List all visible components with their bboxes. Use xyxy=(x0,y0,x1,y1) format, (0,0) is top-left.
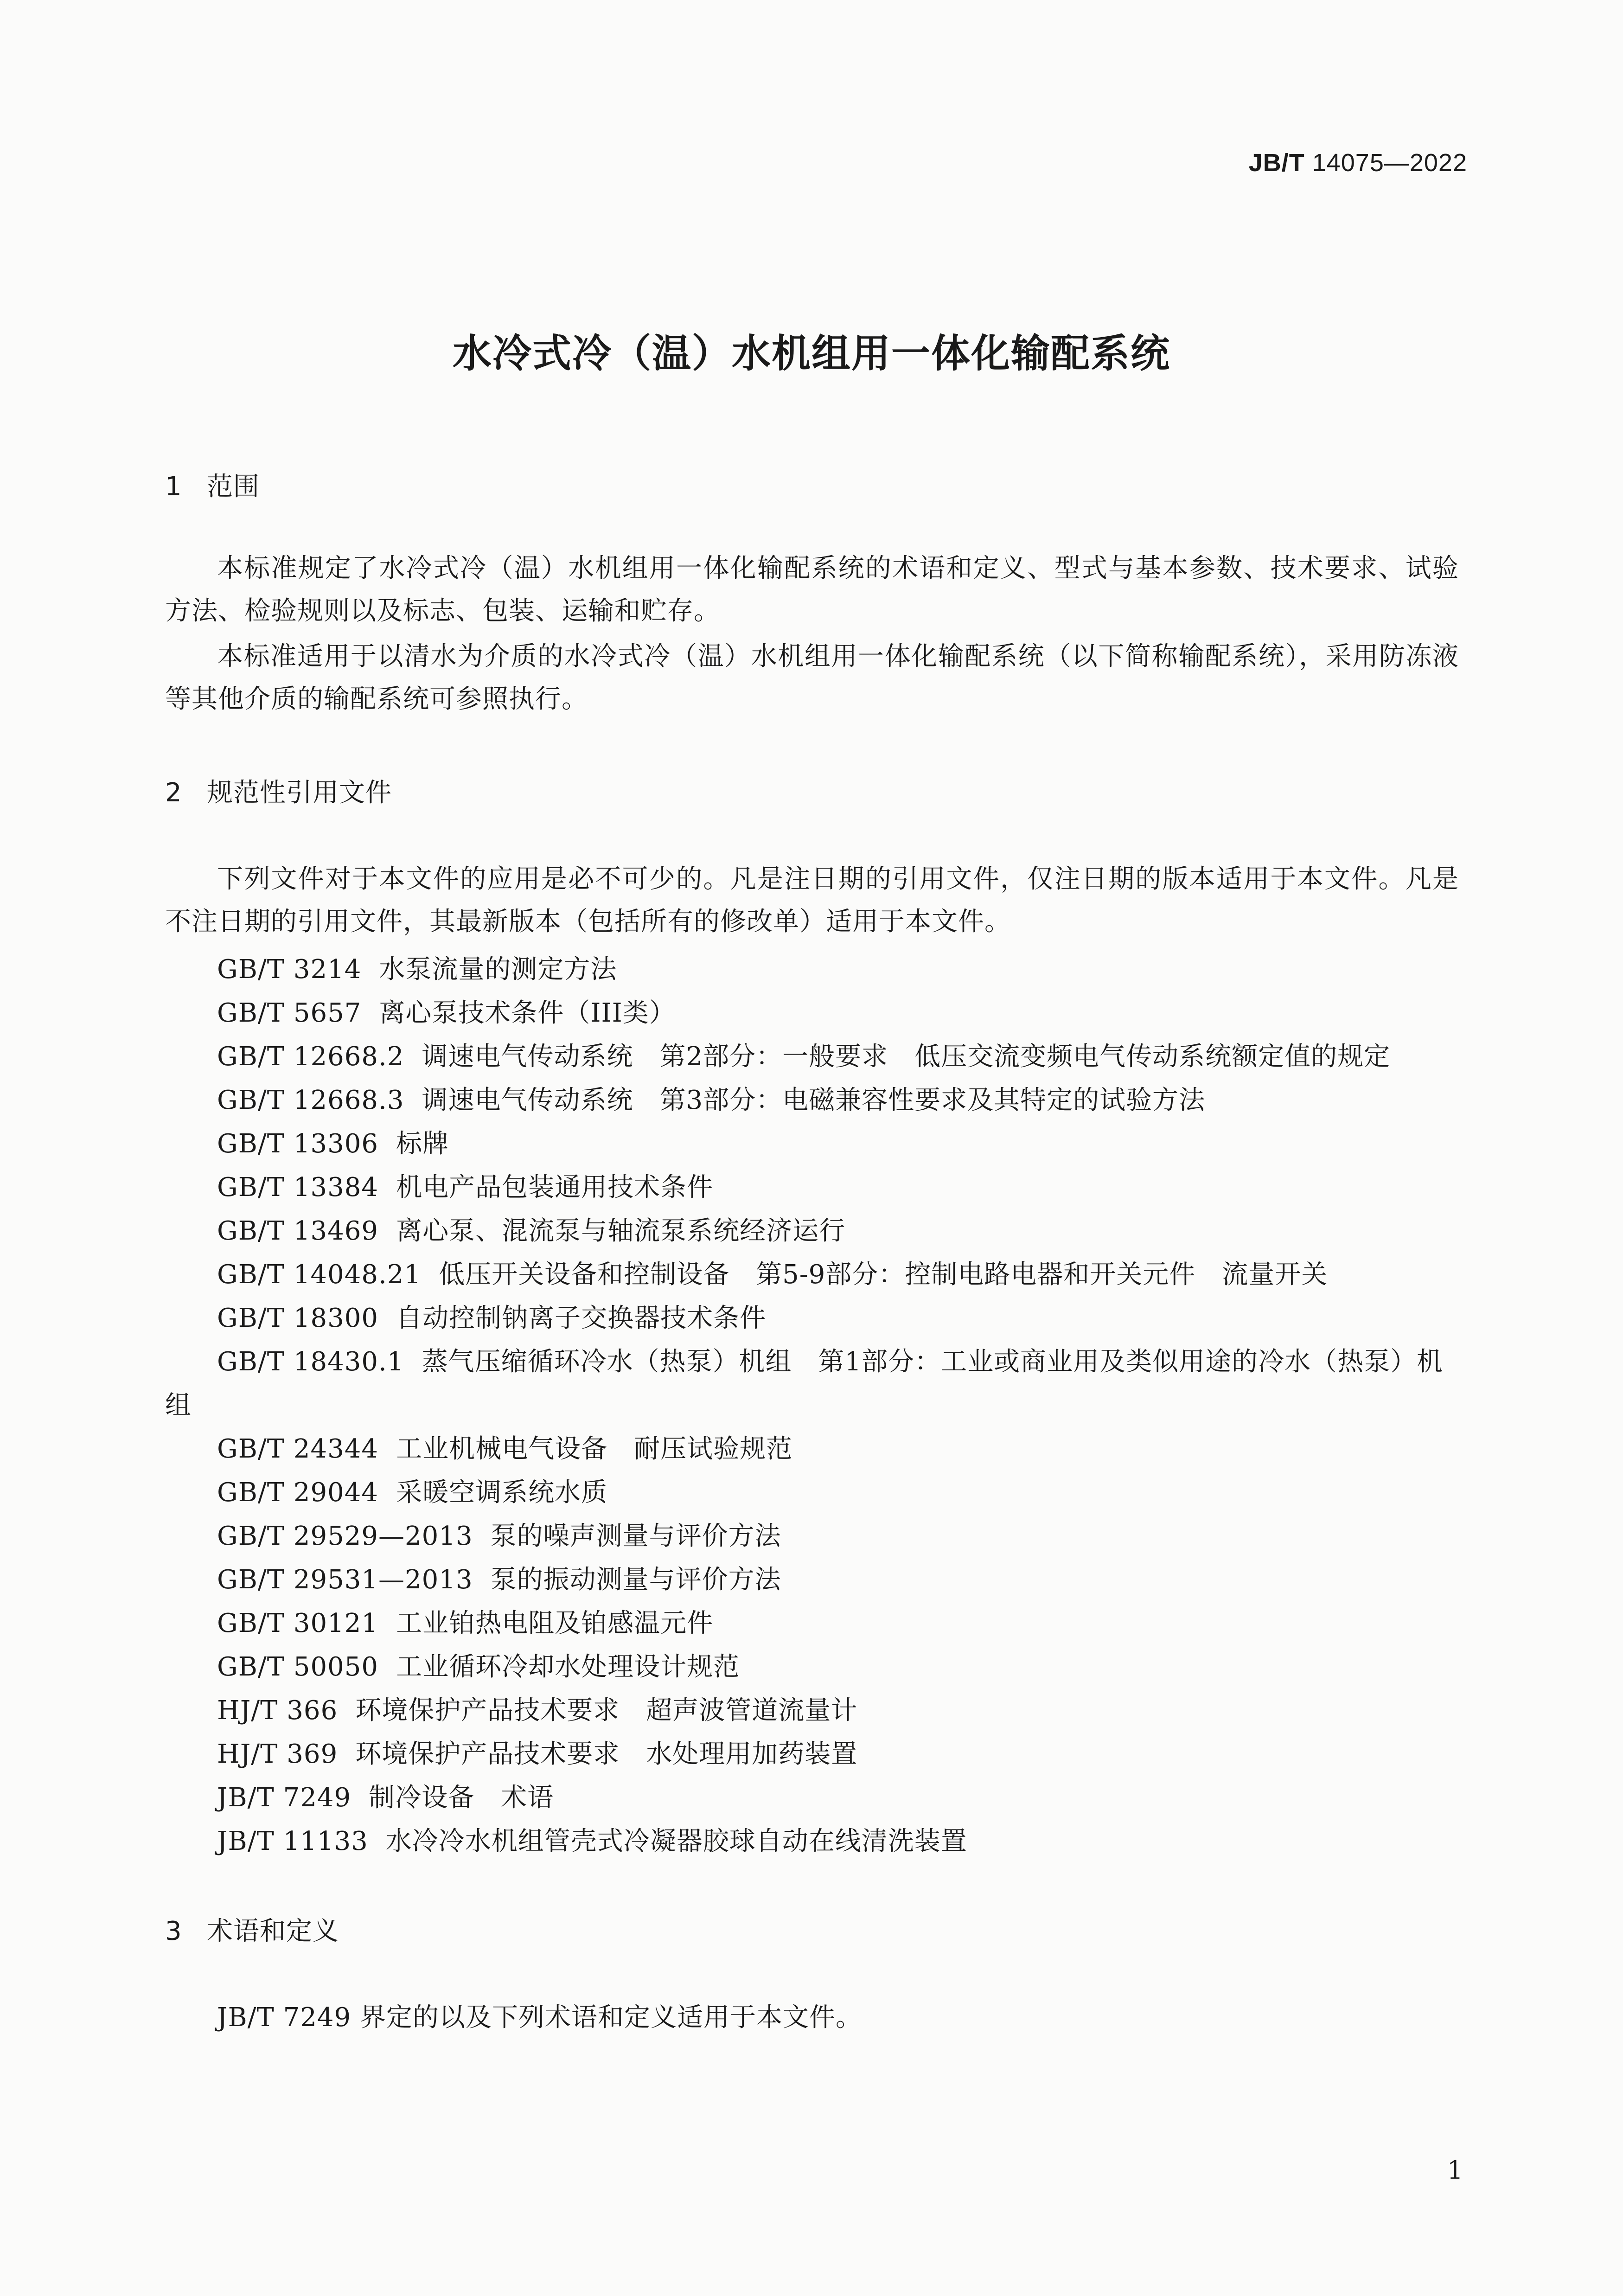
reference-code: GB/T 29044 xyxy=(217,1477,379,1508)
reference-title: 水冷冷水机组管壳式冷凝器胶球自动在线清洗装置 xyxy=(385,1826,967,1856)
reference-item xyxy=(165,1645,1459,1689)
reference-item xyxy=(165,1733,1459,1776)
reference-title: 工业机械电气设备 耐压试验规范 xyxy=(396,1434,793,1464)
reference-item xyxy=(165,1471,1459,1515)
reference-item xyxy=(165,1689,1459,1733)
reference-item xyxy=(165,1776,1459,1820)
reference-title: 调速电气传动系统 第2部分：一般要求 低压交流变频电气传动系统额定值的规定 xyxy=(422,1042,1391,1072)
reference-title: 环境保护产品技术要求 超声波管道流量计 xyxy=(355,1695,858,1726)
reference-item xyxy=(165,1602,1459,1645)
references-intro: 下列文件对于本文件的应用是必不可少的。凡是注日期的引用文件，仅注日期的版本适用于本文件。凡是不注日期的引用文件，其最新版本（包括所有的修改单）适用于本文件。 xyxy=(165,864,1459,937)
section-title: 术语和定义 xyxy=(207,1916,339,1946)
reference-title: 机电产品包装通用技术条件 xyxy=(396,1172,714,1202)
reference-title: 工业铂热电阻及铂感温元件 xyxy=(396,1608,714,1638)
reference-code: GB/T 14048.21 xyxy=(217,1260,422,1290)
reference-title: 采暖空调系统水质 xyxy=(396,1477,608,1508)
section-title: 规范性引用文件 xyxy=(207,778,392,808)
reference-title: 蒸气压缩循环冷水（热泵）机组 第1部分：工业或商业用及类似用途的冷水（热泵）机组 xyxy=(165,1347,1444,1420)
reference-item xyxy=(165,1558,1459,1602)
reference-code: GB/T 3214 xyxy=(217,954,362,985)
reference-code: GB/T 12668.2 xyxy=(217,1042,404,1072)
standard-code xyxy=(1249,148,1467,177)
reference-code: HJ/T 366 xyxy=(217,1695,338,1726)
reference-code: JB/T 11133 xyxy=(217,1826,368,1856)
reference-title: 泵的噪声测量与评价方法 xyxy=(490,1521,781,1551)
reference-item xyxy=(165,1253,1459,1297)
reference-code: HJ/T 369 xyxy=(217,1739,338,1769)
reference-code: GB/T 50050 xyxy=(217,1652,379,1682)
reference-code: GB/T 29529—2013 xyxy=(217,1521,473,1551)
reference-item xyxy=(165,1427,1459,1471)
reference-item xyxy=(165,1122,1459,1166)
reference-item xyxy=(165,1209,1459,1253)
reference-title: 环境保护产品技术要求 水处理用加药装置 xyxy=(355,1739,858,1769)
section-1-heading xyxy=(165,466,260,503)
scope-paragraph-2: 本标准适用于以清水为介质的水冷式冷（温）水机组用一体化输配系统（以下简称输配系统），采用防冻液等其他介质的输配系统可参照执行。 xyxy=(165,641,1459,714)
reference-item xyxy=(165,1166,1459,1209)
reference-item xyxy=(165,1079,1459,1122)
reference-code: GB/T 30121 xyxy=(217,1608,379,1638)
reference-item xyxy=(165,1035,1459,1079)
reference-title: 调速电气传动系统 第3部分：电磁兼容性要求及其特定的试验方法 xyxy=(422,1085,1206,1115)
section-number: 1 xyxy=(165,472,182,502)
reference-title: 工业循环冷却水处理设计规范 xyxy=(396,1652,740,1682)
reference-code: GB/T 5657 xyxy=(217,998,362,1028)
section-2-heading xyxy=(165,772,392,809)
reference-title: 离心泵技术条件（III类） xyxy=(379,998,676,1028)
reference-code: GB/T 18300 xyxy=(217,1303,379,1333)
reference-item xyxy=(165,1820,1459,1863)
standard-prefix: JB/T xyxy=(1248,149,1305,177)
reference-title: 泵的振动测量与评价方法 xyxy=(490,1565,781,1595)
section-number: 2 xyxy=(165,778,182,808)
reference-code: JB/T 7249 xyxy=(217,1783,351,1813)
reference-code: GB/T 24344 xyxy=(217,1434,379,1464)
section-title: 范围 xyxy=(207,472,260,502)
reference-code: GB/T 13384 xyxy=(217,1172,379,1202)
reference-title: 标牌 xyxy=(396,1129,449,1159)
scope-paragraph-1: 本标准规定了水冷式冷（温）水机组用一体化输配系统的术语和定义、型式与基本参数、技术要求、试验方法、检验规则以及标志、包装、运输和贮存。 xyxy=(165,553,1459,626)
reference-item xyxy=(165,991,1459,1035)
terms-intro: JB/T 7249 界定的以及下列术语和定义适用于本文件。 xyxy=(217,2002,862,2033)
reference-title: 离心泵、混流泵与轴流泵系统经济运行 xyxy=(396,1216,846,1246)
reference-title: 自动控制钠离子交换器技术条件 xyxy=(396,1303,767,1333)
reference-item xyxy=(165,1515,1459,1558)
reference-code: GB/T 29531—2013 xyxy=(217,1565,473,1595)
reference-title: 低压开关设备和控制设备 第5-9部分：控制电路电器和开关元件 流量开关 xyxy=(439,1260,1328,1290)
document-title: 水冷式冷（温）水机组用一体化输配系统 xyxy=(452,331,1170,376)
section-3-heading xyxy=(165,1911,339,1948)
reference-item xyxy=(165,1340,1459,1427)
reference-item xyxy=(165,1297,1459,1340)
page-number: 1 xyxy=(1447,2155,1463,2185)
reference-list xyxy=(165,948,1459,1863)
reference-code: GB/T 13306 xyxy=(217,1129,379,1159)
reference-code: GB/T 18430.1 xyxy=(217,1347,404,1377)
reference-item xyxy=(165,948,1459,991)
standard-number: 14075—2022 xyxy=(1312,149,1467,177)
reference-title: 水泵流量的测定方法 xyxy=(379,954,617,985)
section-number: 3 xyxy=(165,1916,182,1946)
reference-code: GB/T 12668.3 xyxy=(217,1085,404,1115)
reference-code: GB/T 13469 xyxy=(217,1216,379,1246)
reference-title: 制冷设备 术语 xyxy=(369,1783,554,1813)
